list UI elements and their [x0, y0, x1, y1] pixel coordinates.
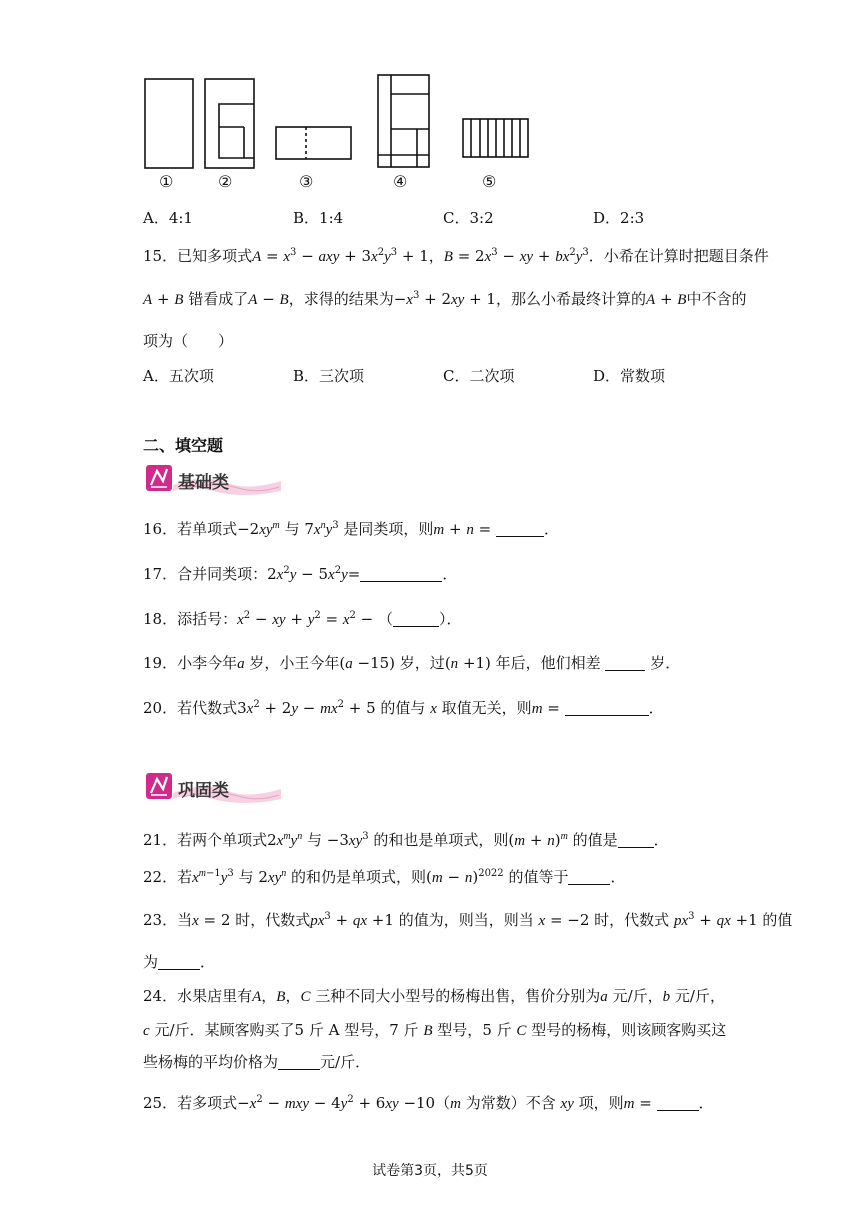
- q24-line-3: 些杨梅的平均价格为 元/斤．: [143, 1053, 371, 1071]
- figure-1-shape: [145, 79, 193, 168]
- q24-line-2: c 元/斤．某顾客购买了5 斤 A 型号，7 斤 B 型号，5 斤 C 型号的杨梅，则该顾客购买这: [143, 1021, 727, 1039]
- q15-option-a: A．五次项: [143, 367, 214, 385]
- badge-label-consolidation: 巩固类: [178, 781, 229, 801]
- q20-line: 20．若代数式$3x^2 + 2y - mx^2 + 5$ 的值与 x 取值无关，则m = ．: [143, 699, 664, 717]
- q14-option-d: D．2:3: [593, 209, 645, 227]
- q24-line-1: 24．水果店里有A，B，C 三种不同大小型号的杨梅出售，售价分别为a 元/斤，b 元/斤，: [143, 987, 725, 1005]
- q15-line-1: 15．已知多项式$A = x^3$ − axy + $3x^2y^3 + 1$，$B = 2x^3$ − xy + $bx^2y^3$．小希在计算时把题目条件: [143, 247, 769, 265]
- figure-caption-2: ②: [218, 172, 233, 191]
- figures-row: [140, 70, 540, 172]
- q23-line-2: 为 ．: [143, 953, 216, 971]
- section-title: 二、填空题: [143, 436, 224, 455]
- q14-option-a: A．4:1: [143, 209, 193, 227]
- figure-3-shape: [276, 127, 351, 159]
- q15-line-3: 项为（ ）: [143, 332, 234, 350]
- q15-option-d: D．常数项: [593, 367, 666, 385]
- badge-label-basic: 基础类: [178, 473, 229, 493]
- figure-4-shape: [378, 75, 429, 167]
- q19-line: 19．小李今年a 岁，小王今年(a −15) 岁，过(n +1) 年后，他们相差 岁．: [143, 654, 681, 672]
- q16-line: 16．若单项式$-2xy^m$ 与 $7x^ny^3$ 是同类项，则m + n = ．: [143, 520, 559, 538]
- figure-2-shape: [205, 79, 254, 168]
- q21-line: 21．若两个单项式$2x^my^n$ 与 $-3xy^3$ 的和也是单项式，则$(m + n)^m$ 的值是 ．: [143, 831, 669, 849]
- q15-option-c: C．二次项: [443, 367, 515, 385]
- figure-caption-3: ③: [299, 172, 314, 191]
- figure-5-shape: [463, 119, 528, 157]
- q15-line-2: A + B 错看成了A − B，求得的结果为$-x^3 + 2xy + 1$，那么小希最终计算的A + B中不含的: [143, 290, 747, 308]
- q22-line: 22．若$x^{m-1}y^3$ 与 $2xy^n$ 的和仍是单项式，则$(m - n)^{2022}$ 的值等于 ．: [143, 868, 626, 886]
- q18-line: 18．添括号：$x^2$ − xy + $y^2 = x^2$ − （ ）．: [143, 610, 462, 628]
- figure-caption-4: ④: [393, 172, 408, 191]
- q14-option-c: C．3:2: [443, 209, 494, 227]
- q23-line-1: 23．当x = 2 时，代数式$px^3$ + qx +1 的值为，则当，则当 x = −2 时，代数式 $px^3$ + qx +1 的值: [143, 911, 793, 929]
- q14-option-b: B．1:4: [293, 209, 344, 227]
- figure-caption-5: ⑤: [482, 172, 497, 191]
- page-footer: 试卷第3页，共5页: [372, 1163, 488, 1179]
- figure-caption-1: ①: [159, 172, 174, 191]
- q17-line: 17．合并同类项：$2x^2y - 5x^2y=$ ．: [143, 565, 458, 583]
- q25-line: 25．若多项式$-x^2$ − mxy − $4y^2 + 6xy -10(m$ 为常数）不含 xy 项，则m = ．: [143, 1094, 714, 1112]
- q15-option-b: B．三次项: [293, 367, 365, 385]
